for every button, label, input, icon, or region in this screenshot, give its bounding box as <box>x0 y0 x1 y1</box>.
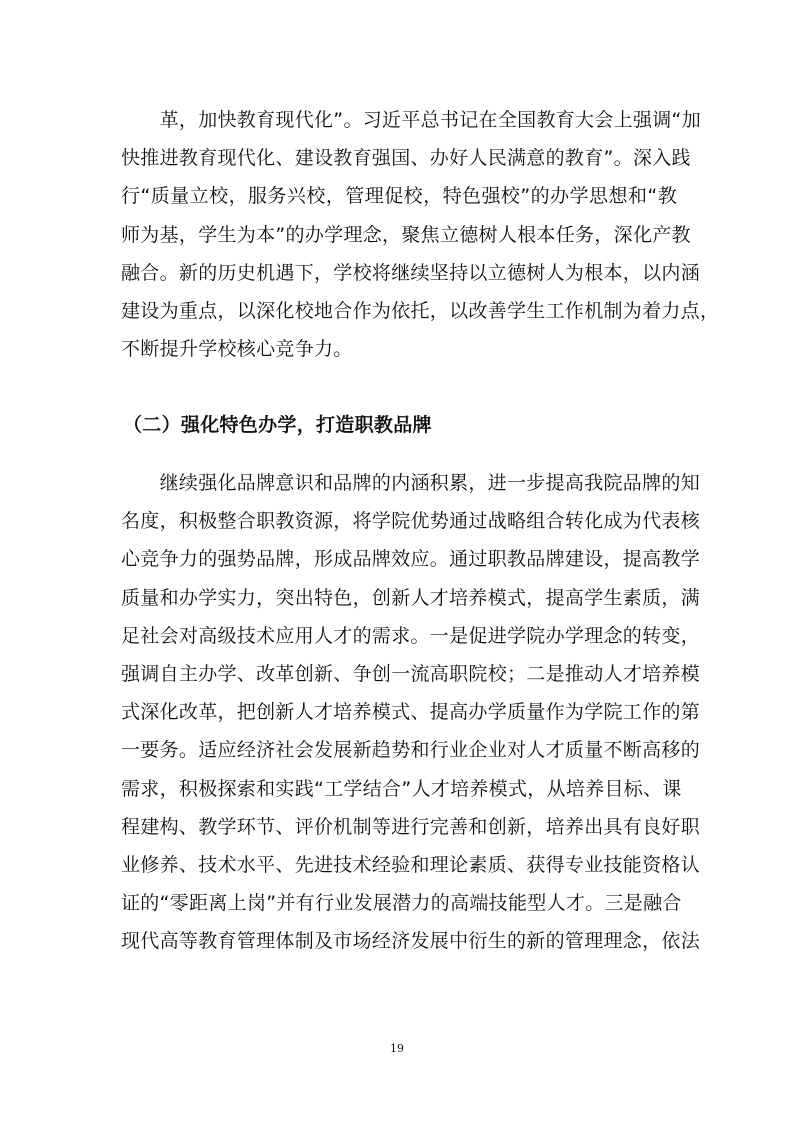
paragraph-line: 一要务。适应经济社会发展新趋势和行业企业对人才质量不断高移的 <box>121 739 701 762</box>
paragraph-line: 革，加快教育现代化”。习近平总书记在全国教育大会上强调“加 <box>121 109 701 131</box>
paragraph-education-modernization <box>121 101 720 368</box>
paragraph-line: 现代高等教育管理体制及市场经济发展中衍生的新的管理理念，依法 <box>121 930 701 953</box>
paragraph-line: 需求，积极探索和实践“工学结合”人才培养模式，从培养目标、课 <box>121 777 682 800</box>
paragraph-line: 师为基，学生为本”的办学理念，聚焦立德树人根本任务，深化产教 <box>121 223 691 246</box>
paragraph-line: 程建构、教学环节、评价机制等进行完善和创新，培养出具有良好职 <box>121 815 701 838</box>
paragraph-line: 证的“零距离上岗”并有行业发展潜力的高端技能型人才。三是融合 <box>121 892 682 915</box>
paragraph-line: 不断提升学校核心竞争力。 <box>121 338 353 361</box>
paragraph-line: 心竞争力的强势品牌，形成品牌效应。通过职教品牌建设，提高教学 <box>121 548 701 571</box>
page-number: 19 <box>390 1042 404 1055</box>
paragraph-line: 行“质量立校，服务兴校，管理促校，特色强校”的办学思想和“教 <box>121 185 677 208</box>
paragraph-line: 强调自主办学、改革创新、争创一流高职院校；二是推动人才培养模 <box>121 662 701 685</box>
paragraph-line: 名度，积极整合职教资源，将学院优势通过战略组合转化成为代表核 <box>121 510 701 533</box>
paragraph-line: 继续强化品牌意识和品牌的内涵积累，进一步提高我院品牌的知 <box>121 472 701 494</box>
paragraph-brand-building <box>121 464 701 960</box>
paragraph-line: 质量和办学实力，突出特色，创新人才培养模式，提高学生素质，满 <box>121 586 701 609</box>
paragraph-line: 业修养、技术水平、先进技术经验和理论素质、获得专业技能资格认 <box>121 853 701 876</box>
paragraph-line: 融合。新的历史机遇下，学校将继续坚持以立德树人为根本，以内涵 <box>121 261 701 284</box>
paragraph-line: 快推进教育现代化、建设教育强国、办好人民满意的教育”。深入践 <box>121 147 691 170</box>
section-heading: （二）强化特色办学，打造职教品牌 <box>123 414 432 436</box>
paragraph-line: 建设为重点，以深化校地合作为依托，以改善学生工作机制为着力点， <box>121 299 720 322</box>
paragraph-line: 足社会对高级技术应用人才的需求。一是促进学院办学理念的转变， <box>121 624 701 647</box>
paragraph-line: 式深化改革，把创新人才培养模式、提高办学质量作为学院工作的第 <box>121 701 701 724</box>
